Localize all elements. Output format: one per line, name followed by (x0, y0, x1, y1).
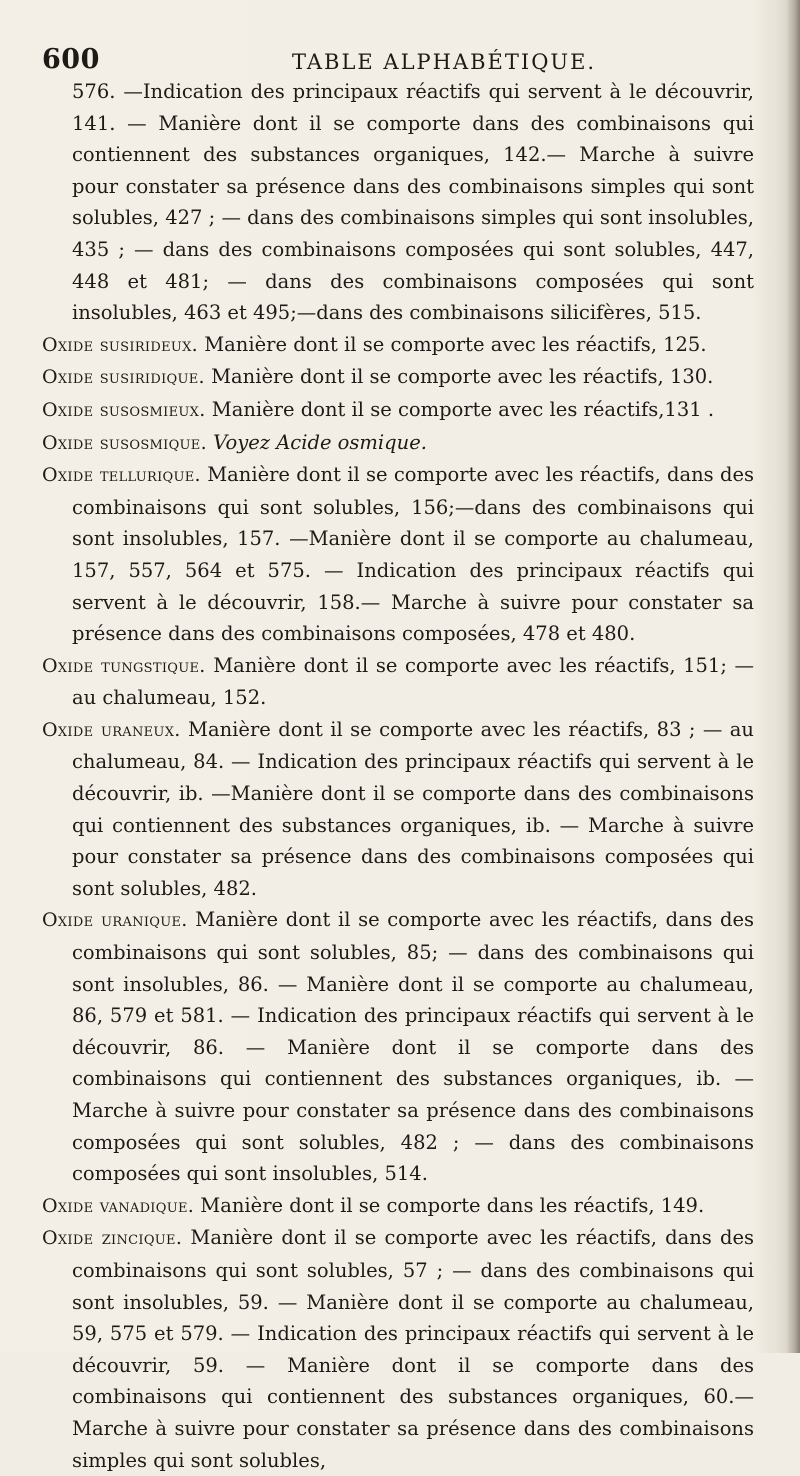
index-entry (42, 904, 754, 1189)
entry-text: Manière dont il se comporte avec les réactifs, dans des combinaisons qui sont solubles, 156;—dans des combinaisons qui sont insolubles, 157. —Manière dont il se comporte au chalumeau, 157, 557, 564 et 575. — Indication des principaux réactifs qui servent à le découvrir, 158.— Marche à suivre pour constater sa présence dans des combinaisons composées, 478 et 480. (72, 463, 754, 646)
entry-heading: Oxide susosmieux. (42, 398, 206, 421)
index-entry (42, 1190, 754, 1223)
page-edge-shadow (786, 0, 800, 1353)
entry-heading: Oxide susosmique. (42, 431, 207, 454)
index-entry (42, 394, 754, 427)
entry-heading: Oxide uranique. (42, 909, 188, 932)
running-title: TABLE ALPHABÉTIQUE. (292, 50, 597, 74)
entry-text: Manière dont il se comporte avec les réactifs, 83 ; — au chalumeau, 84. — Indication des principaux réactifs qui servent à le découvrir, ib. —Manière dont il se comporte dans des combinaisons qui contiennent des substances organiques, ib. — Marche à suivre pour constater sa présence dans des combinaisons composées qui sont solubles, 482. (72, 717, 754, 900)
page-number: 600 (42, 44, 100, 75)
index-entry (42, 427, 754, 460)
index-entry (42, 714, 754, 905)
entry-text: Manière dont il se comporte avec les réactifs, dans des combinaisons qui sont solubles, 57 ; — dans des combinaisons qui sont insolubles, 59. — Manière dont il se comporte au chalumeau, 59, 575 et 579. — Indication des principaux réactifs qui servent à le découvrir, 59. — Manière dont il se comporte dans des combinaisons qui contiennent des substances organiques, 60.— Marche à suivre pour constater sa présence dans des combinaisons simples qui sont solubles, (72, 1226, 754, 1472)
index-entry-continuation (42, 76, 754, 329)
index-entry (42, 361, 754, 394)
entry-text: Manière dont il se comporte avec les réactifs, 130. (211, 365, 714, 389)
entry-heading: Oxide vanadique. (42, 1194, 195, 1217)
entry-text: Manière dont il se comporte dans les réactifs, 149. (200, 1193, 705, 1217)
index-entry (42, 459, 754, 650)
entry-heading: Oxide tungstique. (42, 654, 206, 677)
entry-text: Manière dont il se comporte avec les réactifs, 125. (204, 332, 707, 356)
entry-heading: Oxide susiridеux. (42, 333, 199, 356)
index-entry (42, 329, 754, 362)
entry-text: 576. —Indication des principaux réactifs qui servent à le découvrir, 141. — Manière dont il se comporte dans des combinaisons qui contiennent des substances organiques, 142.— Marche à suivre pour constater sa présence dans des combinaisons simples qui sont solubles, 427 ; — dans des combinaisons simples qui sont insolubles, 435 ; — dans des combinaisons composées qui sont solubles, 447, 448 et 481; — dans des combinaisons composées qui sont insolubles, 463 et 495;—dans des combinaisons silicifères, 515. (72, 80, 754, 325)
entry-text: Manière dont il se comporte avec les réactifs,131 . (211, 397, 715, 421)
entry-text: Voyez Acide osmique. (213, 430, 427, 454)
entry-heading: Oxide uraneux. (42, 718, 181, 741)
entry-text: Manière dont il se comporte avec les réactifs, 151; — au chalumeau, 152. (72, 653, 754, 710)
index-body (42, 76, 754, 1476)
entry-heading: Oxide tellurique. (42, 464, 201, 487)
index-entry (42, 650, 754, 714)
entry-text: Manière dont il se comporte avec les réactifs, dans des combinaisons qui sont solubles, 85; — dans des combinaisons qui sont insolubles, 86. — Manière dont il se comporte au chalumeau, 86, 579 et 581. — Indication des principaux réactifs qui servent à le découvrir, 86. — Manière dont il se comporte dans des combinaisons qui contiennent des substances organiques, ib. — Marche à suivre pour constater sa présence dans des combinaisons composées qui sont solubles, 482 ; — dans des combinaisons composées qui sont insolubles, 514. (72, 908, 754, 1186)
index-entry (42, 1222, 754, 1476)
entry-heading: Oxide zincique. (42, 1227, 183, 1250)
entry-heading: Oxide susiridique. (42, 366, 205, 389)
